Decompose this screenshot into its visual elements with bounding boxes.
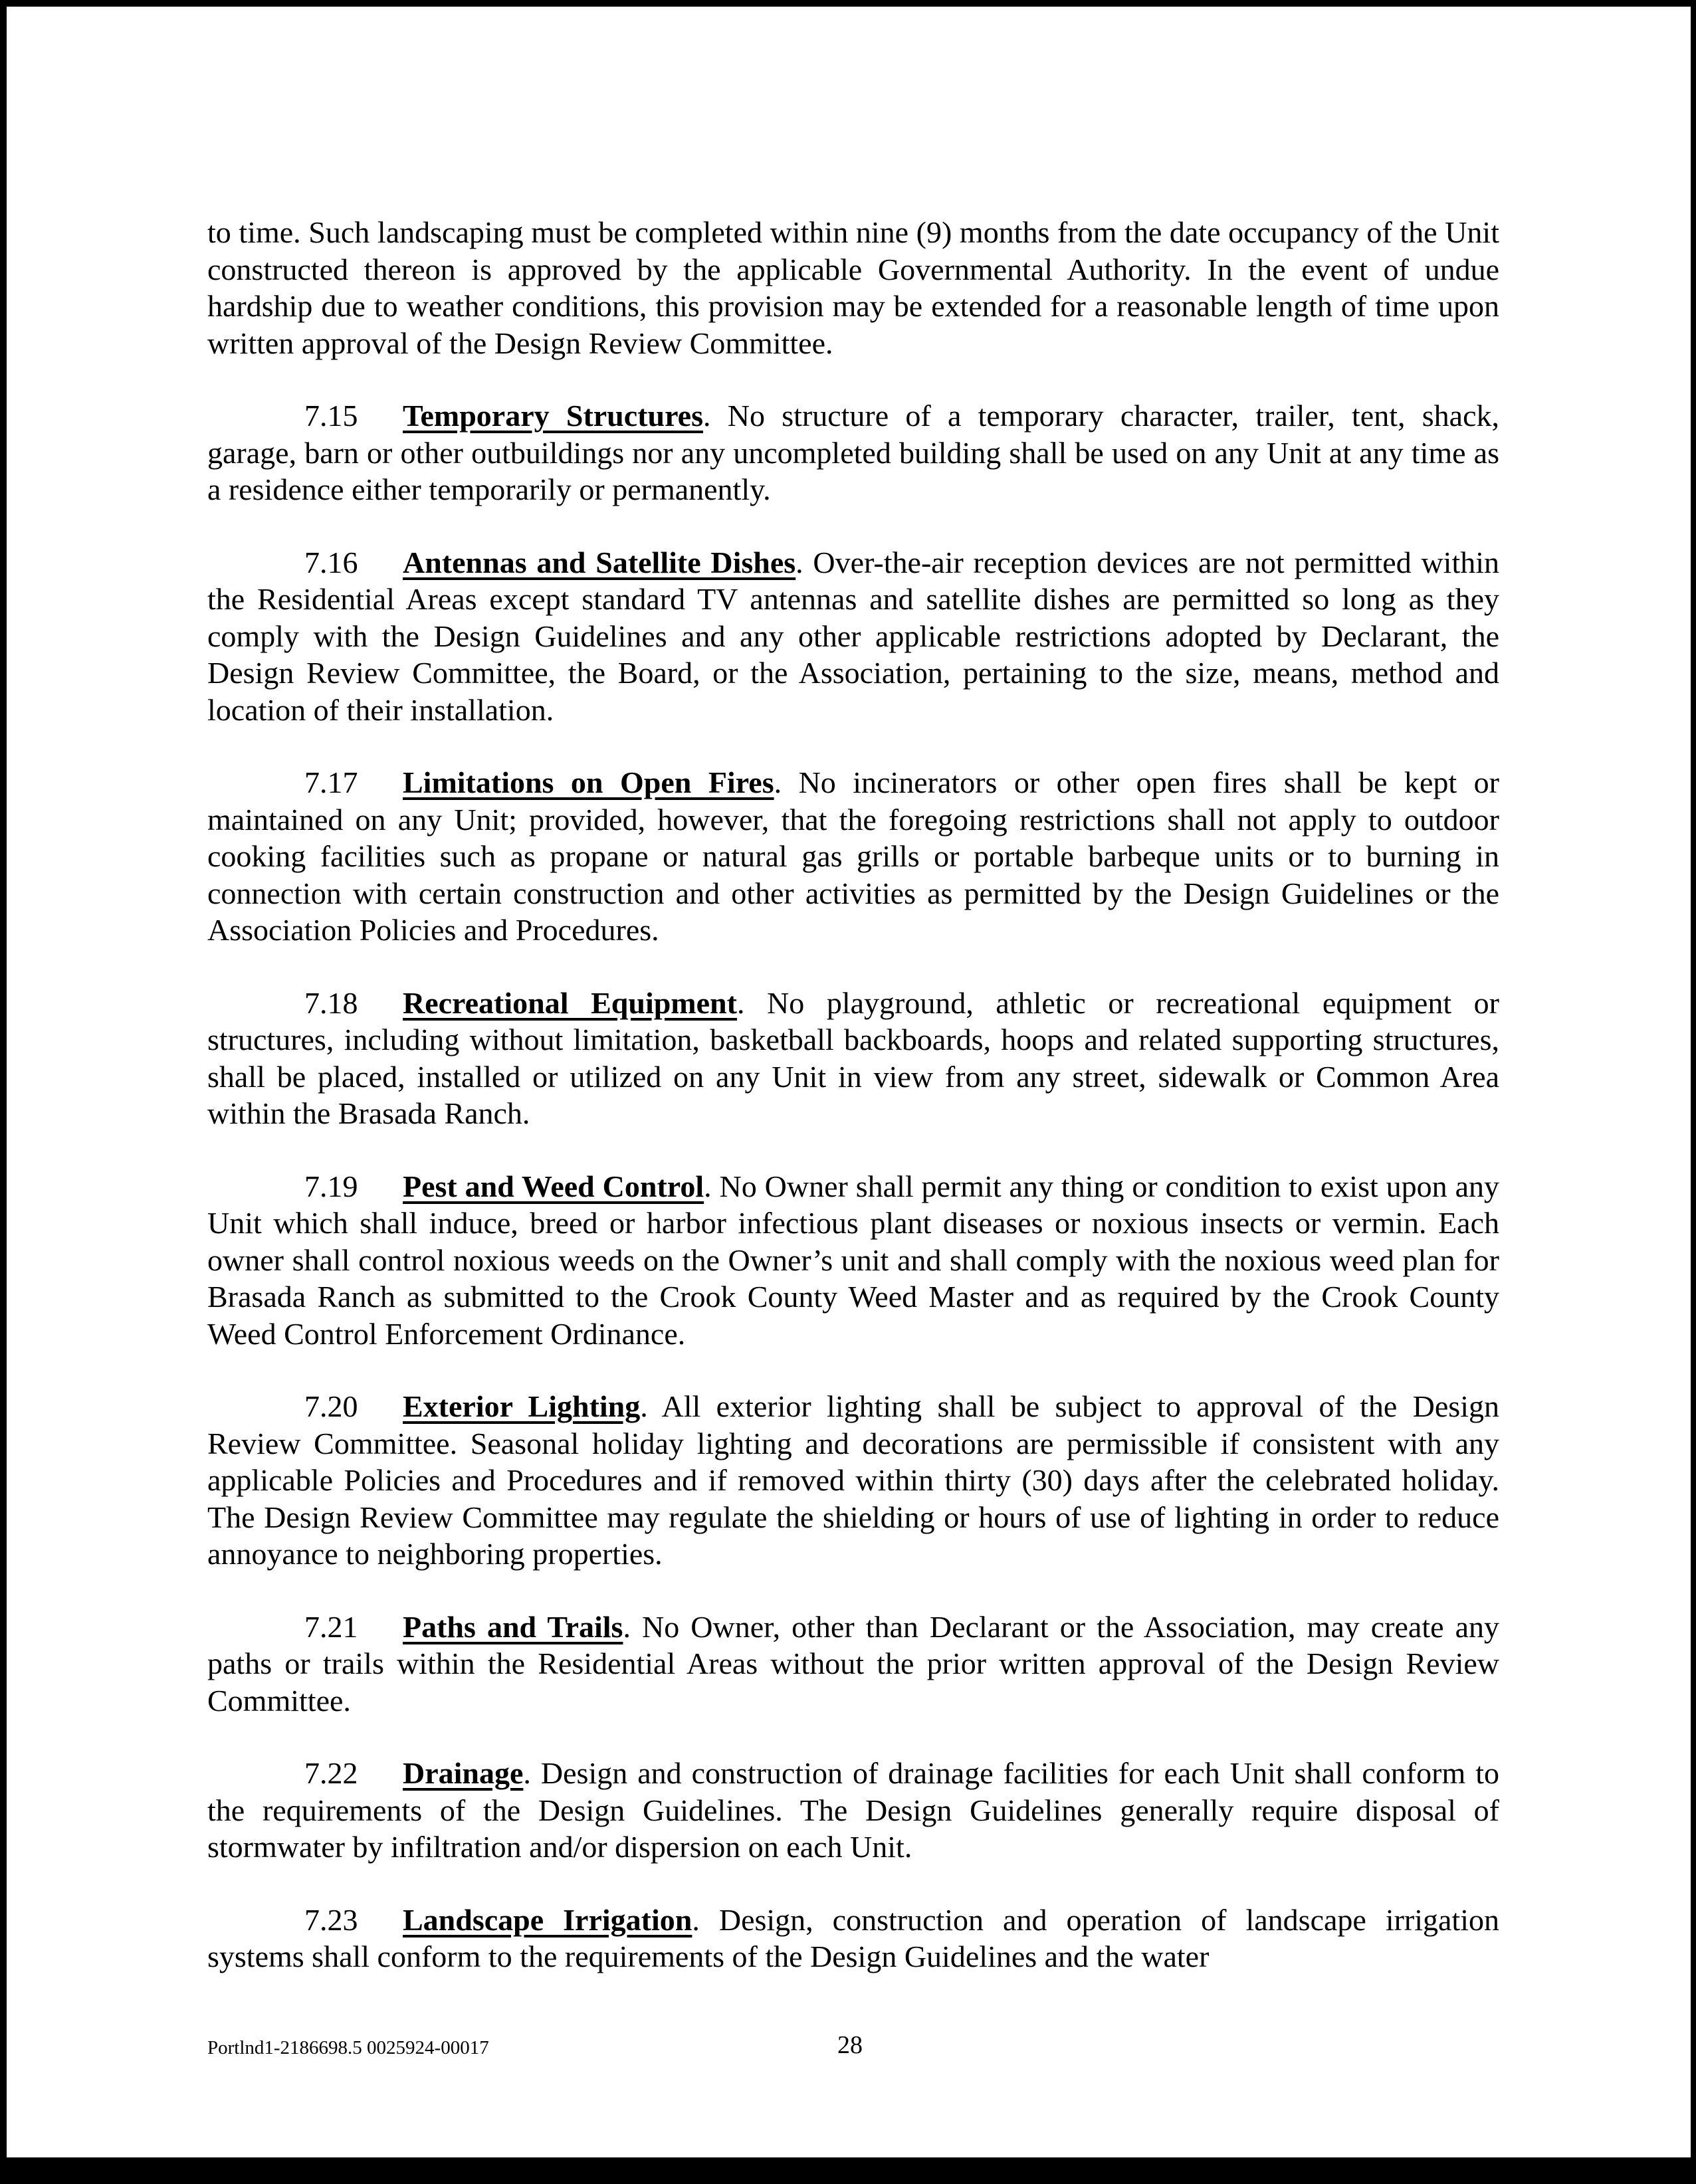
scan-border-right — [1691, 0, 1696, 2184]
section-text: . No structure of a temporary character, trailer, tent, shack, garage, barn or other outbuildings nor any uncompleted building shall be used on any Unit at any time as a residence either temporarily or permanently. — [207, 399, 1499, 506]
section-7-18 — [207, 985, 1499, 1132]
section-text: . Over-the-air reception devices are not permitted within the Residential Areas except standard TV antennas and satellite dishes are permitted so long as they comply with the Design Guidelines and any other applicable restrictions adopted by Declarant, the Design Review Committee, the Board, or the Association, pertaining to the size, means, method and location of their installation. — [207, 545, 1500, 727]
section-7-23 — [207, 1902, 1499, 1975]
section-heading: Landscape Irrigation — [403, 1902, 692, 1937]
section-7-19 — [207, 1168, 1499, 1353]
section-text: . No Owner, other than Declarant or the Association, may create any paths or trails within the Residential Areas without the prior written approval of the Design Review Committee. — [207, 1609, 1499, 1718]
section-heading: Limitations on Open Fires — [403, 765, 774, 799]
section-number: 7.15 — [304, 399, 358, 433]
section-7-17 — [207, 764, 1499, 949]
intro-paragraph: to time. Such landscaping must be completed within nine (9) months from the date occupancy of the Unit constructed thereon is approved by the applicable Governmental Authority. In the event of undue hardship due to weather conditions, this provision may be extended for a reasonable length of time upon written approval of the Design Review Committee. — [207, 215, 1499, 360]
section-heading: Exterior Lighting — [403, 1389, 641, 1423]
section-number: 7.19 — [304, 1169, 358, 1203]
section-7-15 — [207, 397, 1499, 508]
section-7-22 — [207, 1755, 1499, 1866]
section-number: 7.18 — [304, 985, 358, 1020]
section-number: 7.20 — [304, 1389, 358, 1423]
section-number: 7.21 — [304, 1609, 358, 1644]
section-text: . No playground, athletic or recreational equipment or structures, including without limitation, basketball backboards, hoops and related supporting structures, shall be placed, installed or utilized on any Unit in view from any street, sidewalk or Common Area within the Brasada Ranch. — [207, 985, 1499, 1130]
section-number: 7.17 — [304, 765, 358, 799]
section-heading: Recreational Equipment — [403, 985, 737, 1020]
section-heading: Paths and Trails — [403, 1609, 623, 1644]
section-7-20 — [207, 1388, 1499, 1573]
section-text: . No Owner shall permit any thing or condition to exist upon any Unit which shall induce, breed or harbor infectious plant diseases or noxious insects or vermin. Each owner shall control noxious weeds on the Owner’s unit and shall comply with the noxious weed plan for Brasada Ranch as submitted to the Crook County Weed Master and as required by the Crook County Weed Control Enforcement Ordinance. — [207, 1169, 1499, 1351]
scan-border-left — [0, 0, 7, 2184]
section-text: . No incinerators or other open fires shall be kept or maintained on any Unit; provided, however, that the foregoing restrictions shall not apply to outdoor cooking facilities such as propane or natural gas grills or portable barbeque units or to burning in connection with certain construction and other activities as permitted by the Design Guidelines or the Association Policies and Procedures. — [207, 765, 1499, 947]
scan-border-bottom — [0, 2157, 1696, 2184]
section-heading: Temporary Structures — [403, 399, 703, 433]
section-number: 7.22 — [304, 1756, 358, 1790]
section-text: . All exterior lighting shall be subject to approval of the Design Review Committee. Seasonal holiday lighting and decorations are permissible if consistent with any applicable Policies and Procedures and if removed within thirty (30) days after the celebrated holiday. The Design Review Committee may regulate the shielding or hours of use of lighting in order to reduce annoyance to neighboring properties. — [207, 1389, 1499, 1571]
section-heading: Pest and Weed Control — [403, 1169, 704, 1203]
section-text: . Design, construction and operation of landscape irrigation systems shall conform to the requirements of the Design Guidelines and the water — [207, 1902, 1499, 1973]
document-page — [207, 214, 1499, 1975]
footer-page-number: 28 — [837, 2031, 863, 2059]
section-7-21 — [207, 1609, 1499, 1720]
section-text: . Design and construction of drainage facilities for each Unit shall conform to the requirements of the Design Guidelines. The Design Guidelines generally require disposal of stormwater by infiltration and/or dispersion on each Unit. — [207, 1756, 1499, 1864]
section-number: 7.23 — [304, 1902, 358, 1937]
section-7-16 — [207, 544, 1499, 729]
section-heading: Drainage — [403, 1756, 524, 1790]
section-heading: Antennas and Satellite Dishes — [403, 545, 796, 579]
section-number: 7.16 — [304, 545, 358, 579]
footer-document-id: Portlnd1-2186698.5 0025924-00017 — [207, 2037, 489, 2058]
scan-border-top — [0, 0, 1696, 7]
